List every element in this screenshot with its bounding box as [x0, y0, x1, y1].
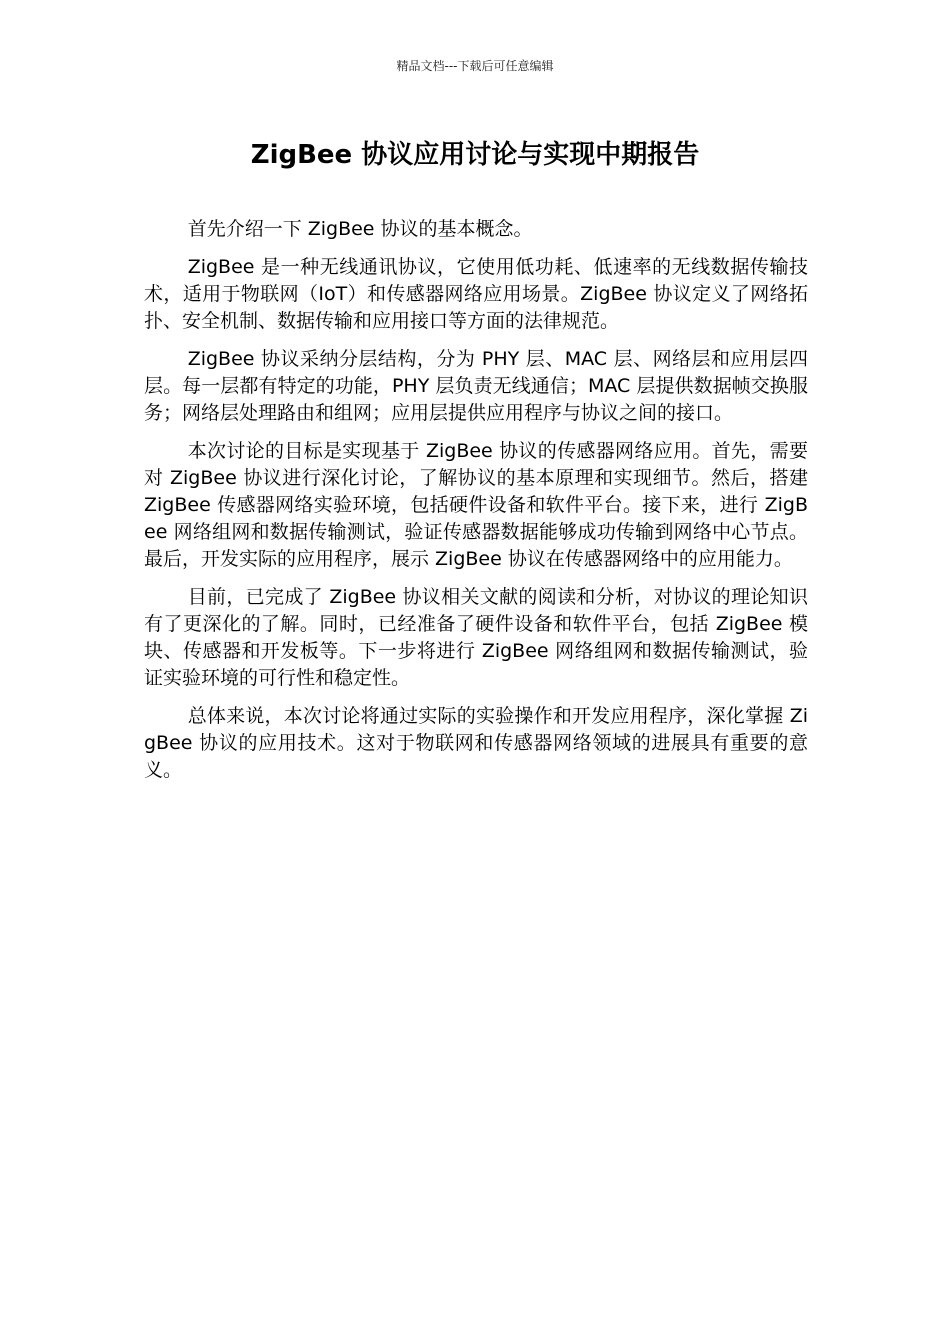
paragraph-summary: 总体来说，本次讨论将通过实际的实验操作和开发应用程序，深化掌握 ZigBee 协议的应用技术。这对于物联网和传感器网络领域的进展具有重要的意义。: [144, 705, 808, 781]
paragraph-intro: 首先介绍一下 ZigBee 协议的基本概念。: [187, 218, 533, 240]
document-body: [144, 216, 808, 795]
paragraph-progress: 目前，已完成了 ZigBee 协议相关文献的阅读和分析，对协议的理论知识有了更深化的了解。同时，已经准备了硬件设备和软件平台，包括 ZigBee 模块、传感器和开发板等。下一步将进行 ZigBee 网络组网和数据传输测试，验证实验环境的可行性和稳定性。: [144, 586, 808, 689]
paragraph-definition: ZigBee 是一种无线通讯协议，它使用低功耗、低速率的无线数据传输技术，适用于物联网（IoT）和传感器网络应用场景。ZigBee 协议定义了网络拓扑、安全机制、数据传输和应用接口等方面的法律规范。: [144, 256, 808, 332]
page-header: 精品文档---下载后可任意编辑: [396, 59, 554, 73]
paragraph-layers: ZigBee 协议采纳分层结构，分为 PHY 层、MAC 层、网络层和应用层四层。每一层都有特定的功能，PHY 层负责无线通信；MAC 层提供数据帧交换服务；网络层处理路由和组网；应用层提供应用程序与协议之间的接口。: [144, 348, 808, 424]
paragraph-goals: 本次讨论的目标是实现基于 ZigBee 协议的传感器网络应用。首先，需要对 ZigBee 协议进行深化讨论，了解协议的基本原理和实现细节。然后，搭建 ZigBee 传感器网络实验环境，包括硬件设备和软件平台。接下来，进行 ZigBee 网络组网和数据传输测试，验证传感器数据能够成功传输到网络中心节点。最后，开发实际的应用程序，展示 ZigBee 协议在传感器网络中的应用能力。: [144, 440, 808, 570]
document-title: ZigBee 协议应用讨论与实现中期报告: [250, 140, 700, 170]
